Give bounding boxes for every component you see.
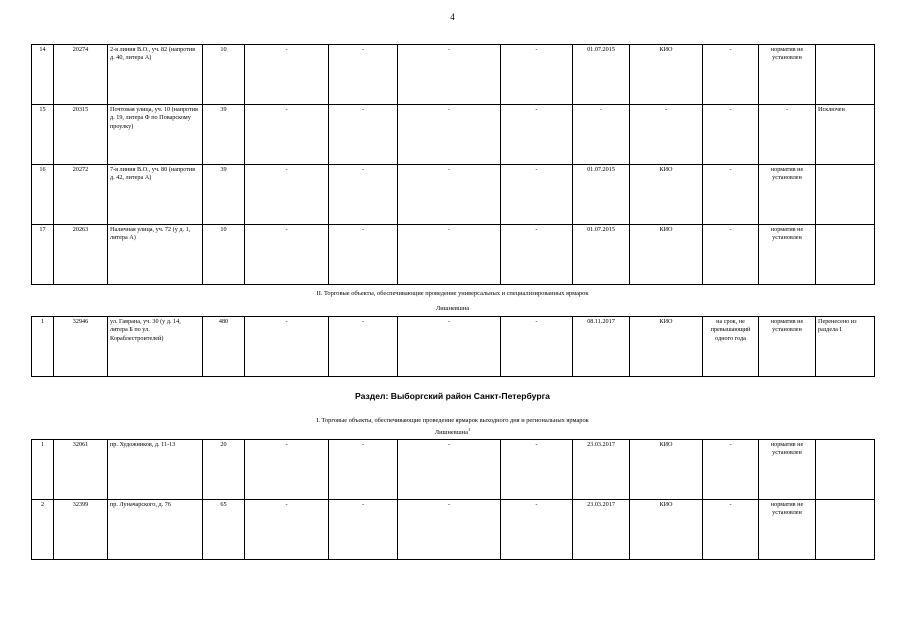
table-cell: КИО [630,225,703,285]
table-cell [816,45,875,105]
table-cell: 32399 [54,500,108,560]
table-cell: - [398,105,501,165]
table-cell: - [501,105,573,165]
table-cell: 20274 [54,45,108,105]
table-cell: Перенесено из раздела I [816,317,875,377]
table-cell: - [501,317,573,377]
table-cell: норматив не установлен [759,500,816,560]
table-cell: КИО [630,165,703,225]
table-cell: - [703,225,759,285]
table-cell: - [759,105,816,165]
table-cell: - [398,225,501,285]
table-cell: 17 [32,225,54,285]
table-cell: КИО [630,45,703,105]
table-row [32,105,875,165]
table-cell: - [245,317,329,377]
table-cell: - [703,45,759,105]
table-cell: - [329,165,398,225]
table-cell: 23.03.2017 [573,440,630,500]
table-cell [816,500,875,560]
table-cell: - [501,45,573,105]
page-number: 4 [450,12,455,22]
subsection-label-text: Лишневшна [434,429,468,436]
table-cell [816,225,875,285]
table-cell: 16 [32,165,54,225]
table-cell: 23.03.2017 [573,500,630,560]
table-cell: норматив не установлен [759,440,816,500]
trade-objects-table-bottom [31,439,875,560]
table-cell [816,165,875,225]
table-cell: 32061 [54,440,108,500]
table-cell: - [501,440,573,500]
district-section-title: Раздел: Выборгский район Санкт-Петербурга [355,391,550,401]
table-cell: норматив не установлен [759,165,816,225]
table-cell: 2 [32,500,54,560]
table-cell: - [398,45,501,105]
table-cell: 20263 [54,225,108,285]
table-cell: 08.11.2017 [573,317,630,377]
table-cell: 39 [203,105,245,165]
table-cell: - [501,500,573,560]
table-cell: 32946 [54,317,108,377]
table-row [32,317,875,377]
table-cell: - [329,440,398,500]
table-cell: Наличная улица, уч. 72 (у д. 1, литера А) [108,225,203,285]
table-cell: - [398,317,501,377]
table-cell: - [329,105,398,165]
table-cell: 20 [203,440,245,500]
table-cell: пр. Художников, д. 11-13 [108,440,203,500]
table-row [32,440,875,500]
table-cell: - [398,440,501,500]
trade-objects-table-middle [31,316,875,377]
table-cell: Почтовая улица, уч. 10 (напротив д. 19, литера Ф по Поварскому проулку) [108,105,203,165]
table-cell: - [398,500,501,560]
table-row [32,45,875,105]
table-row [32,165,875,225]
table-cell: - [329,225,398,285]
table-cell: - [501,165,573,225]
table-row [32,500,875,560]
table-cell: - [245,105,329,165]
table-cell: - [245,500,329,560]
footnote-marker: 1 [467,426,471,432]
table-cell: ул. Гаврана, уч. 30 (у д. 14, литера Б по ул. Кораблестроителей) [108,317,203,377]
table-cell: 01.07.2015 [573,45,630,105]
table-cell: на срок, не превышающий одного года [703,317,759,377]
table-cell: 10 [203,45,245,105]
table-cell: - [501,225,573,285]
table-cell: - [398,165,501,225]
table-cell: 01.07.2015 [573,165,630,225]
table-cell: - [329,45,398,105]
table-cell: - [245,45,329,105]
table-cell: - [703,440,759,500]
table-cell [816,440,875,500]
table-cell: норматив не установлен [759,45,816,105]
table-cell: 65 [203,500,245,560]
table-cell: 01.07.2015 [573,225,630,285]
table-cell: - [329,500,398,560]
table-cell: 20315 [54,105,108,165]
table-cell: 1 [32,440,54,500]
table-cell: норматив не установлен [759,317,816,377]
table-cell: - [703,500,759,560]
table-cell: норматив не установлен [759,225,816,285]
table-row [32,225,875,285]
table-cell: - [245,165,329,225]
table-cell: - [703,105,759,165]
table-cell: 2-я линия В.О., уч. 82 (напротив д. 40, литера А) [108,45,203,105]
table-cell: КИО [630,317,703,377]
table-cell: - [630,105,703,165]
table-cell: 39 [203,165,245,225]
subsection-label [0,426,905,436]
table-cell: - [245,440,329,500]
subsection-label: Лишневшна [435,305,470,312]
table-cell: 10 [203,225,245,285]
table-cell: 7-я линия В.О., уч. 80 (напротив д. 42, литера А) [108,165,203,225]
table-cell: 15 [32,105,54,165]
trade-objects-table-top [31,44,875,285]
table-cell: 1 [32,317,54,377]
table-cell: 20272 [54,165,108,225]
table-cell: 14 [32,45,54,105]
section-heading-weekend-fairs: I. Торговые объекты, обеспечивающие проведение ярмарок выходного дня и региональных ярмарок [316,417,589,424]
section-heading-fairs: II. Торговые объекты, обеспечивающие проведение универсальных и специализированных ярмарок [316,290,589,297]
table-cell: - [329,317,398,377]
table-cell: КИО [630,500,703,560]
table-cell: КИО [630,440,703,500]
table-cell: - [703,165,759,225]
table-cell: пр. Луначарского, д. 76 [108,500,203,560]
table-cell: Исключен [816,105,875,165]
table-cell: - [245,225,329,285]
table-cell: 480 [203,317,245,377]
table-cell: - [573,105,630,165]
